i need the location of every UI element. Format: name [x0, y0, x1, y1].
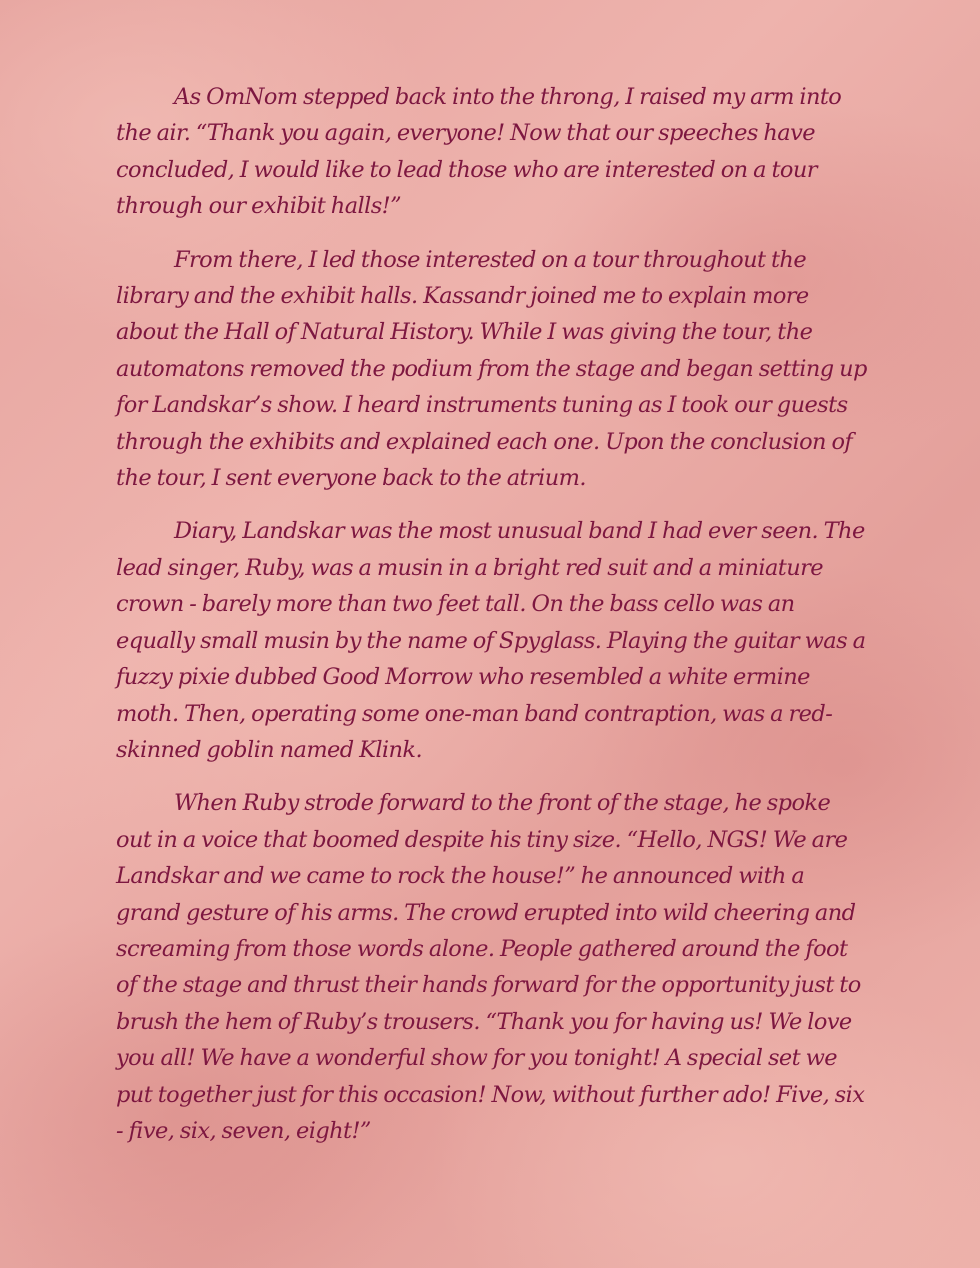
paragraph-2: From there, I led those interested on a tour throughout the library and the exhibit halls. Kassandr joined me to explain more about the Hall of Natural History. While I was giving the tour, the automatons removed the podium from the stage and began setting up for Landskar’s show. I heard instruments tuning as I took our guests through the exhibits and explained each one. Upon the conclusion of the tour, I sent everyone back to the atrium.	[116, 246, 867, 492]
paragraph-4: When Ruby strode forward to the front of the stage, he spoke out in a voice that boomed despite his tiny size. “Hello, NGS! We are Landskar and we came to rock the house!” he announced with a grand gesture of his arms. The crowd erupted into wild cheering and screaming from those words alone. People gathered around the foot of the stage and thrust their hands forward for the opportunity just to brush the hem of Ruby’s trousers. “Thank you for having us! We love you all! We have a wonderful show for you tonight! A special set we put together just for this occasion! Now, without further ado! Five, six - five, six, seven, eight!”	[116, 790, 865, 1144]
story-text	[116, 79, 868, 1166]
paragraph-3: Diary, Landskar was the most unusual band I had ever seen. The lead singer, Ruby, was a musin in a bright red suit and a miniature crown - barely more than two feet tall. On the bass cello was an equally small musin by the name of Spyglass. Playing the guitar was a fuzzy pixie dubbed Good Morrow who resembled a white ermine moth. Then, operating some one-man band contraption, was a red-skinned goblin named Klink.	[116, 518, 866, 763]
paragraph-1: As OmNom stepped back into the throng, I raised my arm into the air. “Thank you again, everyone! Now that our speeches have concluded, I would like to lead those who are interested on a tour through our exhibit halls!”	[116, 84, 842, 220]
